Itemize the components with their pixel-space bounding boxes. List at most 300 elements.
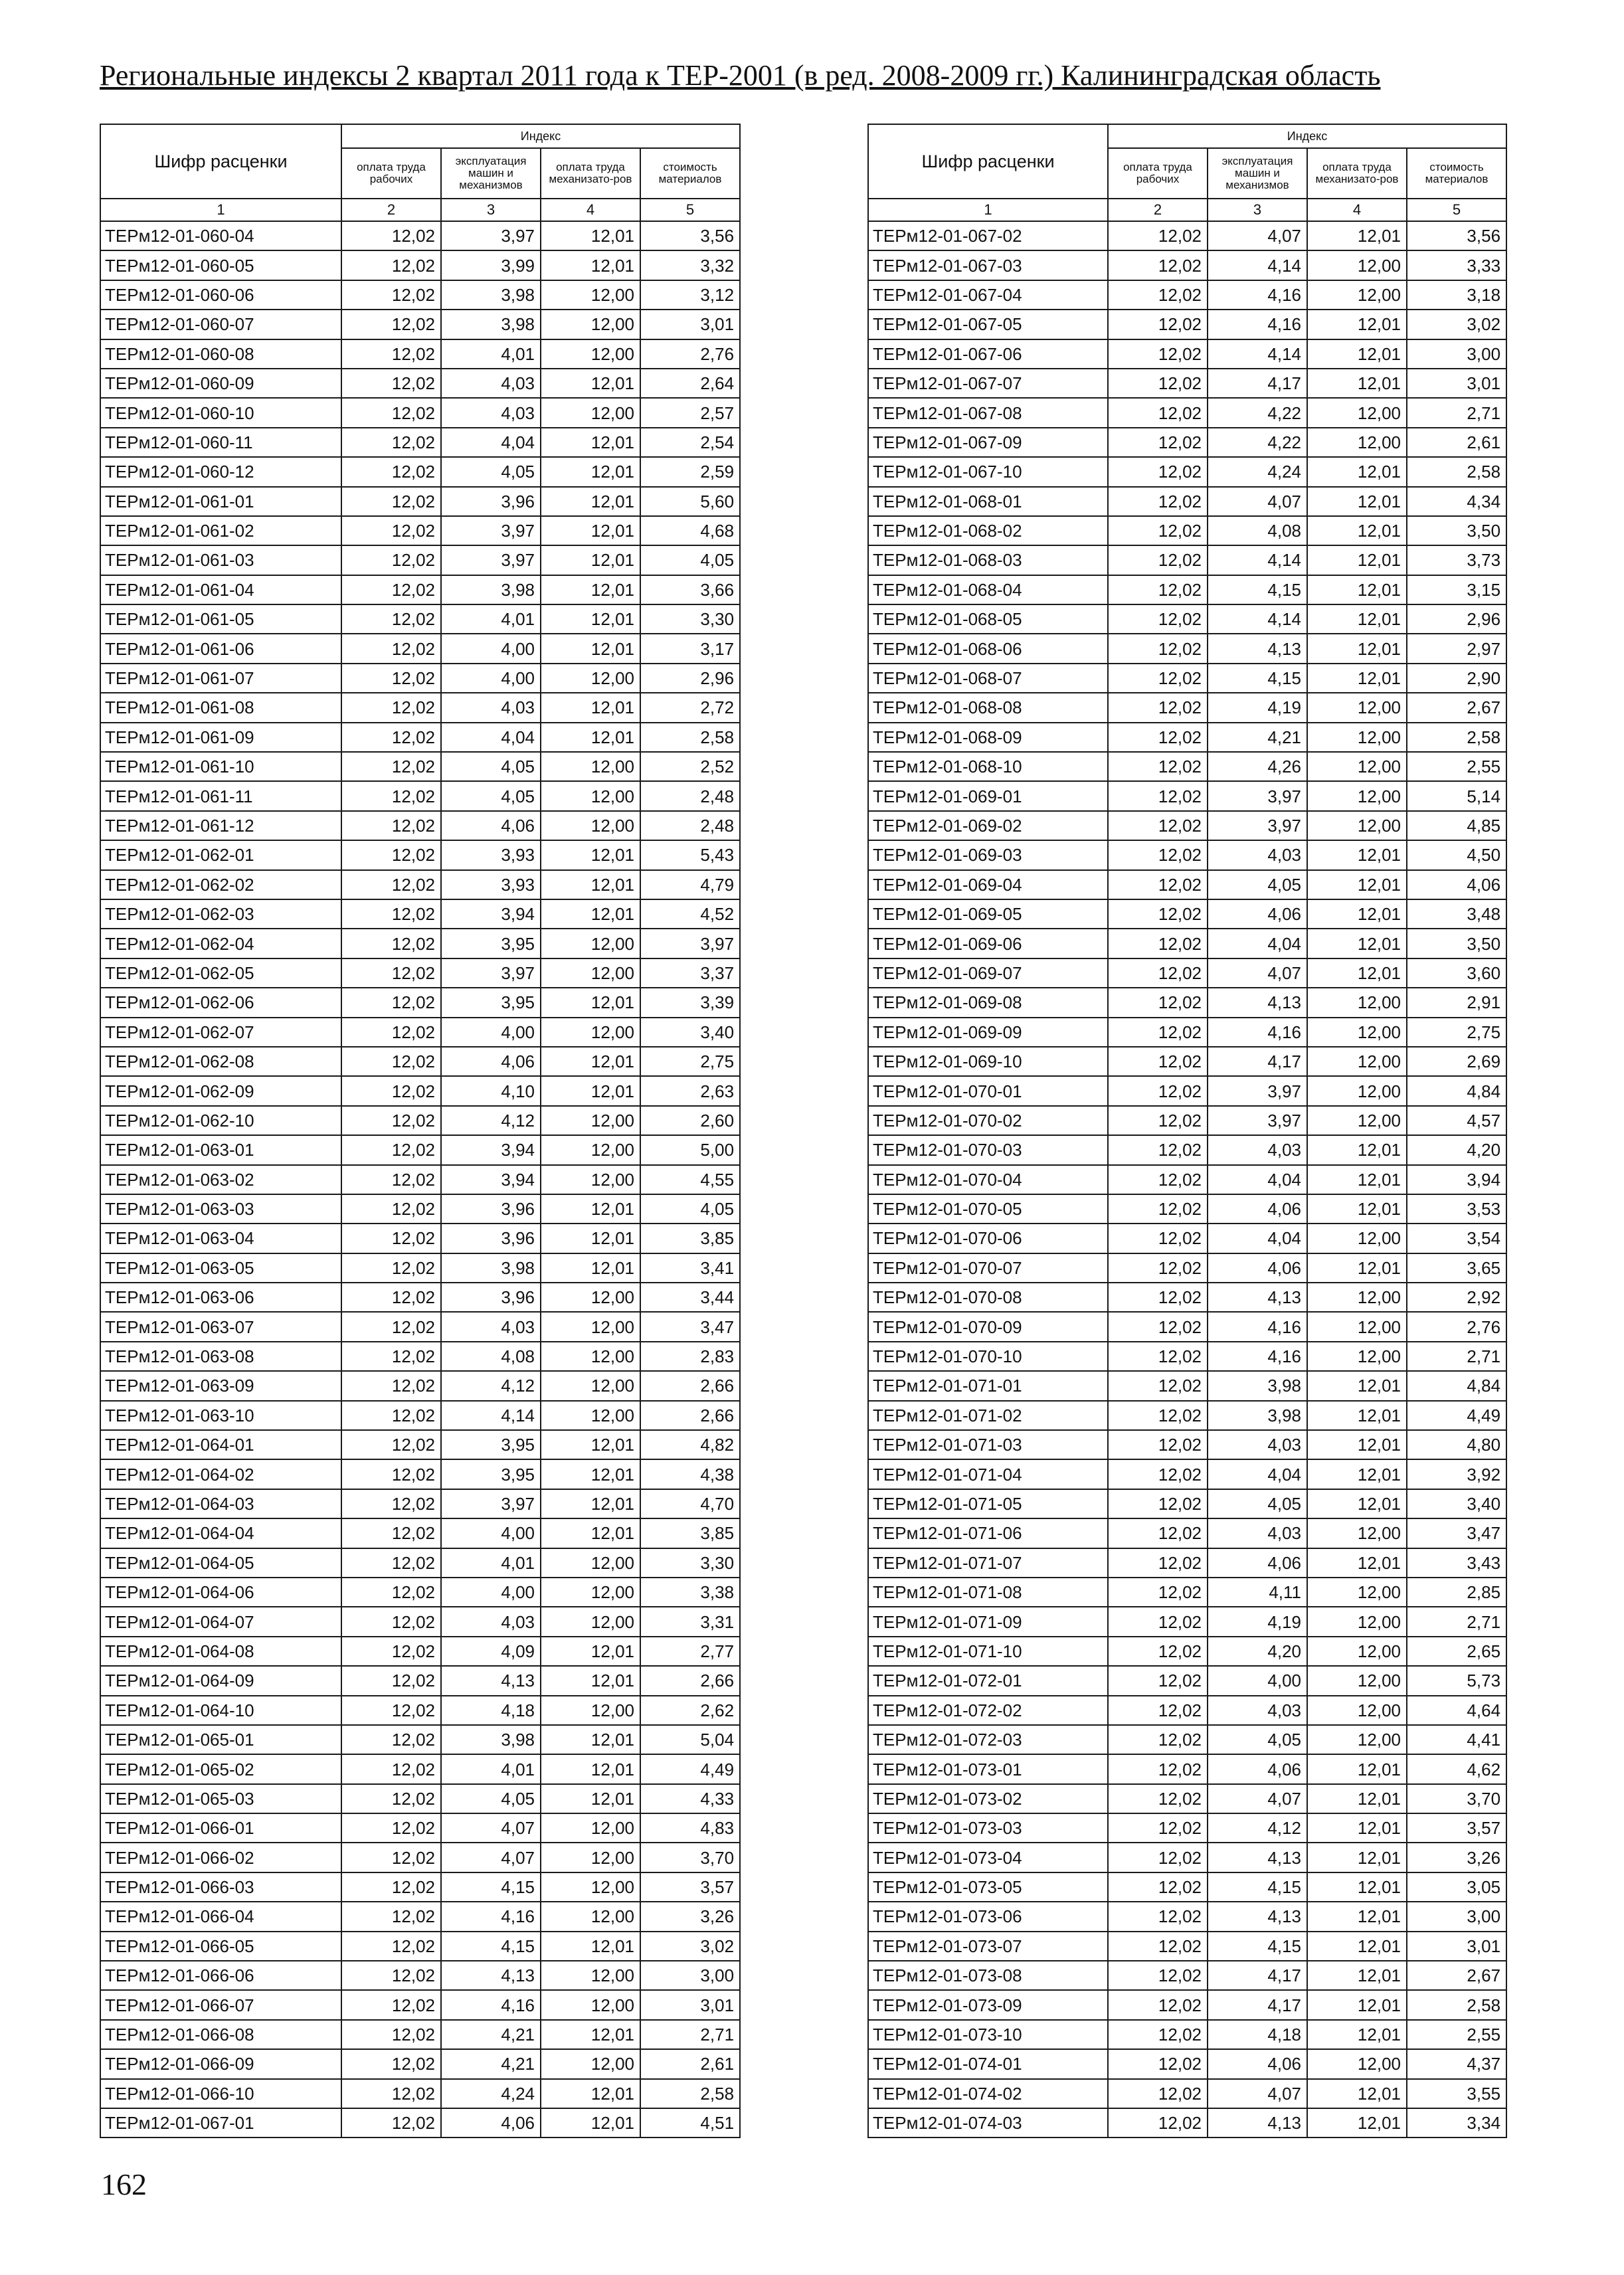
rate-code-cell: ТЕРм12-01-062-09 bbox=[100, 1076, 341, 1105]
rate-code-cell: ТЕРм12-01-061-01 bbox=[100, 487, 341, 516]
operator-wages-cell: 12,01 bbox=[541, 693, 640, 722]
table-row bbox=[868, 221, 1506, 250]
materials-cost-cell: 3,94 bbox=[1407, 1165, 1506, 1194]
header-index: Индекс bbox=[1108, 124, 1506, 148]
labor-wages-cell: 12,02 bbox=[1108, 693, 1208, 722]
column-number: 5 bbox=[640, 199, 740, 221]
column-number: 3 bbox=[441, 199, 541, 221]
machine-operation-cell: 3,94 bbox=[441, 899, 541, 929]
operator-wages-cell: 12,01 bbox=[1307, 1813, 1407, 1843]
operator-wages-cell: 12,00 bbox=[541, 929, 640, 958]
labor-wages-cell: 12,02 bbox=[341, 1578, 441, 1607]
operator-wages-cell: 12,00 bbox=[541, 1696, 640, 1725]
rate-code-cell: ТЕРм12-01-063-03 bbox=[100, 1194, 341, 1224]
page-number: 162 bbox=[101, 2167, 147, 2201]
materials-cost-cell: 4,52 bbox=[640, 899, 740, 929]
table-row bbox=[868, 1489, 1506, 1518]
labor-wages-cell: 12,02 bbox=[1108, 2108, 1208, 2138]
table-row bbox=[100, 958, 740, 988]
table-row bbox=[868, 1578, 1506, 1607]
operator-wages-cell: 12,00 bbox=[1307, 280, 1407, 310]
rate-code-cell: ТЕРм12-01-071-04 bbox=[868, 1459, 1108, 1489]
machine-operation-cell: 4,13 bbox=[1208, 1902, 1307, 1931]
materials-cost-cell: 2,96 bbox=[1407, 604, 1506, 634]
materials-cost-cell: 3,66 bbox=[640, 575, 740, 604]
table-row bbox=[868, 280, 1506, 310]
table-row bbox=[100, 1696, 740, 1725]
materials-cost-cell: 2,67 bbox=[1407, 1961, 1506, 1990]
machine-operation-cell: 4,16 bbox=[441, 1902, 541, 1931]
materials-cost-cell: 4,05 bbox=[640, 545, 740, 575]
operator-wages-cell: 12,00 bbox=[1307, 1342, 1407, 1371]
table-row bbox=[100, 1961, 740, 1990]
labor-wages-cell: 12,02 bbox=[341, 1725, 441, 1754]
machine-operation-cell: 4,00 bbox=[1208, 1666, 1307, 1695]
table-row bbox=[868, 1990, 1506, 2019]
labor-wages-cell: 12,02 bbox=[1108, 487, 1208, 516]
labor-wages-cell: 12,02 bbox=[1108, 1342, 1208, 1371]
labor-wages-cell: 12,02 bbox=[1108, 1607, 1208, 1636]
materials-cost-cell: 3,02 bbox=[640, 1932, 740, 1961]
table-row bbox=[100, 1518, 740, 1548]
table-row bbox=[100, 811, 740, 840]
rate-code-cell: ТЕРм12-01-073-06 bbox=[868, 1902, 1108, 1931]
table-row bbox=[100, 1932, 740, 1961]
materials-cost-cell: 2,60 bbox=[640, 1106, 740, 1135]
operator-wages-cell: 12,01 bbox=[541, 2108, 640, 2138]
rate-code-cell: ТЕРм12-01-063-01 bbox=[100, 1135, 341, 1164]
table-row bbox=[100, 428, 740, 457]
column-number: 4 bbox=[1307, 199, 1407, 221]
materials-cost-cell: 2,62 bbox=[640, 1696, 740, 1725]
materials-cost-cell: 3,18 bbox=[1407, 280, 1506, 310]
labor-wages-cell: 12,02 bbox=[341, 1696, 441, 1725]
labor-wages-cell: 12,02 bbox=[1108, 870, 1208, 899]
rate-code-cell: ТЕРм12-01-072-03 bbox=[868, 1725, 1108, 1754]
labor-wages-cell: 12,02 bbox=[1108, 575, 1208, 604]
materials-cost-cell: 2,92 bbox=[1407, 1283, 1506, 1312]
labor-wages-cell: 12,02 bbox=[1108, 545, 1208, 575]
machine-operation-cell: 4,06 bbox=[1208, 1548, 1307, 1578]
rate-code-cell: ТЕРм12-01-073-01 bbox=[868, 1754, 1108, 1783]
materials-cost-cell: 4,06 bbox=[1407, 870, 1506, 899]
machine-operation-cell: 3,98 bbox=[441, 1725, 541, 1754]
rate-code-cell: ТЕРм12-01-061-07 bbox=[100, 664, 341, 693]
machine-operation-cell: 4,14 bbox=[441, 1401, 541, 1430]
table-row bbox=[100, 752, 740, 781]
table-row bbox=[868, 752, 1506, 781]
operator-wages-cell: 12,00 bbox=[541, 958, 640, 988]
operator-wages-cell: 12,01 bbox=[1307, 604, 1407, 634]
rate-code-cell: ТЕРм12-01-064-10 bbox=[100, 1696, 341, 1725]
table-row bbox=[100, 693, 740, 722]
labor-wages-cell: 12,02 bbox=[341, 723, 441, 752]
machine-operation-cell: 4,06 bbox=[441, 811, 541, 840]
operator-wages-cell: 12,01 bbox=[1307, 310, 1407, 339]
materials-cost-cell: 2,48 bbox=[640, 811, 740, 840]
labor-wages-cell: 12,02 bbox=[1108, 1725, 1208, 1754]
table-row bbox=[100, 280, 740, 310]
table-row bbox=[868, 516, 1506, 545]
rate-code-cell: ТЕРм12-01-069-04 bbox=[868, 870, 1108, 899]
table-row bbox=[868, 1224, 1506, 1253]
labor-wages-cell: 12,02 bbox=[341, 1106, 441, 1135]
labor-wages-cell: 12,02 bbox=[1108, 1696, 1208, 1725]
rate-code-cell: ТЕРм12-01-063-05 bbox=[100, 1253, 341, 1283]
table-row bbox=[100, 1283, 740, 1312]
rate-code-cell: ТЕРм12-01-061-05 bbox=[100, 604, 341, 634]
materials-cost-cell: 3,56 bbox=[1407, 221, 1506, 250]
materials-cost-cell: 3,70 bbox=[640, 1843, 740, 1872]
machine-operation-cell: 4,24 bbox=[1208, 457, 1307, 486]
machine-operation-cell: 3,98 bbox=[441, 310, 541, 339]
materials-cost-cell: 2,64 bbox=[640, 369, 740, 398]
labor-wages-cell: 12,02 bbox=[341, 398, 441, 427]
labor-wages-cell: 12,02 bbox=[1108, 899, 1208, 929]
materials-cost-cell: 3,92 bbox=[1407, 1459, 1506, 1489]
operator-wages-cell: 12,00 bbox=[541, 1135, 640, 1164]
rate-code-cell: ТЕРм12-01-071-01 bbox=[868, 1371, 1108, 1400]
operator-wages-cell: 12,00 bbox=[541, 339, 640, 369]
operator-wages-cell: 12,01 bbox=[541, 1489, 640, 1518]
machine-operation-cell: 4,18 bbox=[1208, 2020, 1307, 2049]
rate-code-cell: ТЕРм12-01-066-06 bbox=[100, 1961, 341, 1990]
machine-operation-cell: 4,12 bbox=[1208, 1813, 1307, 1843]
labor-wages-cell: 12,02 bbox=[341, 988, 441, 1017]
machine-operation-cell: 3,95 bbox=[441, 1430, 541, 1459]
table-row bbox=[868, 781, 1506, 810]
materials-cost-cell: 3,50 bbox=[1407, 516, 1506, 545]
table-row bbox=[868, 1401, 1506, 1430]
operator-wages-cell: 12,00 bbox=[541, 2049, 640, 2078]
table-row bbox=[100, 1872, 740, 1902]
table-row bbox=[100, 899, 740, 929]
operator-wages-cell: 12,01 bbox=[1307, 664, 1407, 693]
machine-operation-cell: 4,03 bbox=[1208, 1135, 1307, 1164]
labor-wages-cell: 12,02 bbox=[1108, 811, 1208, 840]
operator-wages-cell: 12,01 bbox=[541, 1194, 640, 1224]
rate-code-cell: ТЕРм12-01-064-02 bbox=[100, 1459, 341, 1489]
materials-cost-cell: 2,57 bbox=[640, 398, 740, 427]
operator-wages-cell: 12,01 bbox=[541, 1637, 640, 1666]
machine-operation-cell: 4,05 bbox=[441, 1784, 541, 1813]
materials-cost-cell: 3,65 bbox=[1407, 1253, 1506, 1283]
machine-operation-cell: 4,21 bbox=[1208, 723, 1307, 752]
rate-code-cell: ТЕРм12-01-070-03 bbox=[868, 1135, 1108, 1164]
rate-code-cell: ТЕРм12-01-062-05 bbox=[100, 958, 341, 988]
rate-code-cell: ТЕРм12-01-069-07 bbox=[868, 958, 1108, 988]
materials-cost-cell: 4,49 bbox=[1407, 1401, 1506, 1430]
table-row bbox=[100, 2079, 740, 2108]
labor-wages-cell: 12,02 bbox=[1108, 723, 1208, 752]
rate-code-cell: ТЕРм12-01-073-03 bbox=[868, 1813, 1108, 1843]
rate-code-cell: ТЕРм12-01-063-07 bbox=[100, 1312, 341, 1341]
rate-code-cell: ТЕРм12-01-066-02 bbox=[100, 1843, 341, 1872]
operator-wages-cell: 12,01 bbox=[1307, 929, 1407, 958]
materials-cost-cell: 4,34 bbox=[1407, 487, 1506, 516]
column-number: 1 bbox=[100, 199, 341, 221]
rate-code-cell: ТЕРм12-01-071-03 bbox=[868, 1430, 1108, 1459]
machine-operation-cell: 4,04 bbox=[1208, 1224, 1307, 1253]
machine-operation-cell: 3,97 bbox=[1208, 781, 1307, 810]
operator-wages-cell: 12,01 bbox=[541, 487, 640, 516]
table-row bbox=[868, 1784, 1506, 1813]
labor-wages-cell: 12,02 bbox=[341, 1489, 441, 1518]
operator-wages-cell: 12,01 bbox=[1307, 1902, 1407, 1931]
labor-wages-cell: 12,02 bbox=[341, 1076, 441, 1105]
machine-operation-cell: 3,97 bbox=[1208, 811, 1307, 840]
machine-operation-cell: 4,15 bbox=[1208, 1872, 1307, 1902]
operator-wages-cell: 12,01 bbox=[541, 1784, 640, 1813]
table-row bbox=[100, 250, 740, 280]
table-row bbox=[868, 693, 1506, 722]
index-table-left bbox=[100, 124, 741, 2138]
materials-cost-cell: 3,00 bbox=[1407, 1902, 1506, 1931]
materials-cost-cell: 4,37 bbox=[1407, 2049, 1506, 2078]
labor-wages-cell: 12,02 bbox=[341, 781, 441, 810]
header-machine-operation: эксплуатация машин и механизмов bbox=[441, 148, 541, 199]
table-row bbox=[868, 2020, 1506, 2049]
rate-code-cell: ТЕРм12-01-061-10 bbox=[100, 752, 341, 781]
rate-code-cell: ТЕРм12-01-069-08 bbox=[868, 988, 1108, 1017]
table-row bbox=[868, 1872, 1506, 1902]
rate-code-cell: ТЕРм12-01-069-10 bbox=[868, 1047, 1108, 1076]
machine-operation-cell: 3,98 bbox=[441, 280, 541, 310]
table-row bbox=[868, 1637, 1506, 1666]
header-materials-cost: стоимость материалов bbox=[640, 148, 740, 199]
labor-wages-cell: 12,02 bbox=[341, 1047, 441, 1076]
materials-cost-cell: 2,72 bbox=[640, 693, 740, 722]
labor-wages-cell: 12,02 bbox=[341, 1666, 441, 1695]
operator-wages-cell: 12,00 bbox=[541, 280, 640, 310]
materials-cost-cell: 3,01 bbox=[1407, 1932, 1506, 1961]
operator-wages-cell: 12,00 bbox=[541, 1872, 640, 1902]
labor-wages-cell: 12,02 bbox=[341, 1784, 441, 1813]
table-body-left bbox=[100, 221, 740, 2138]
operator-wages-cell: 12,00 bbox=[541, 398, 640, 427]
operator-wages-cell: 12,00 bbox=[1307, 723, 1407, 752]
rate-code-cell: ТЕРм12-01-068-09 bbox=[868, 723, 1108, 752]
labor-wages-cell: 12,02 bbox=[1108, 929, 1208, 958]
operator-wages-cell: 12,01 bbox=[541, 1430, 640, 1459]
rate-code-cell: ТЕРм12-01-060-11 bbox=[100, 428, 341, 457]
table-row bbox=[868, 1106, 1506, 1135]
operator-wages-cell: 12,01 bbox=[1307, 1961, 1407, 1990]
materials-cost-cell: 3,57 bbox=[640, 1872, 740, 1902]
labor-wages-cell: 12,02 bbox=[341, 339, 441, 369]
machine-operation-cell: 3,95 bbox=[441, 929, 541, 958]
table-row bbox=[100, 1430, 740, 1459]
rate-code-cell: ТЕРм12-01-074-03 bbox=[868, 2108, 1108, 2138]
labor-wages-cell: 12,02 bbox=[1108, 1666, 1208, 1695]
labor-wages-cell: 12,02 bbox=[1108, 457, 1208, 486]
table-row bbox=[100, 929, 740, 958]
rate-code-cell: ТЕРм12-01-065-01 bbox=[100, 1725, 341, 1754]
materials-cost-cell: 4,41 bbox=[1407, 1725, 1506, 1754]
materials-cost-cell: 2,77 bbox=[640, 1637, 740, 1666]
machine-operation-cell: 4,04 bbox=[441, 723, 541, 752]
operator-wages-cell: 12,01 bbox=[1307, 1784, 1407, 1813]
rate-code-cell: ТЕРм12-01-067-08 bbox=[868, 398, 1108, 427]
rate-code-cell: ТЕРм12-01-071-07 bbox=[868, 1548, 1108, 1578]
labor-wages-cell: 12,02 bbox=[1108, 1312, 1208, 1341]
labor-wages-cell: 12,02 bbox=[341, 752, 441, 781]
table-row bbox=[868, 1518, 1506, 1548]
machine-operation-cell: 4,03 bbox=[441, 693, 541, 722]
table-row bbox=[868, 1047, 1506, 1076]
header-code: Шифр расценки bbox=[868, 124, 1108, 199]
materials-cost-cell: 4,50 bbox=[1407, 840, 1506, 869]
labor-wages-cell: 12,02 bbox=[341, 1518, 441, 1548]
materials-cost-cell: 3,30 bbox=[640, 1548, 740, 1578]
rate-code-cell: ТЕРм12-01-063-09 bbox=[100, 1371, 341, 1400]
labor-wages-cell: 12,02 bbox=[341, 1018, 441, 1047]
machine-operation-cell: 4,01 bbox=[441, 1548, 541, 1578]
machine-operation-cell: 4,05 bbox=[441, 752, 541, 781]
materials-cost-cell: 2,67 bbox=[1407, 693, 1506, 722]
table-row bbox=[868, 1342, 1506, 1371]
rate-code-cell: ТЕРм12-01-067-10 bbox=[868, 457, 1108, 486]
table-row bbox=[868, 1194, 1506, 1224]
materials-cost-cell: 4,84 bbox=[1407, 1371, 1506, 1400]
rate-code-cell: ТЕРм12-01-070-08 bbox=[868, 1283, 1108, 1312]
labor-wages-cell: 12,02 bbox=[1108, 1489, 1208, 1518]
materials-cost-cell: 4,51 bbox=[640, 2108, 740, 2138]
rate-code-cell: ТЕРм12-01-072-01 bbox=[868, 1666, 1108, 1695]
materials-cost-cell: 3,15 bbox=[1407, 575, 1506, 604]
materials-cost-cell: 3,44 bbox=[640, 1283, 740, 1312]
table-row bbox=[868, 1135, 1506, 1164]
labor-wages-cell: 12,02 bbox=[1108, 221, 1208, 250]
rate-code-cell: ТЕРм12-01-065-02 bbox=[100, 1754, 341, 1783]
labor-wages-cell: 12,02 bbox=[1108, 1224, 1208, 1253]
rate-code-cell: ТЕРм12-01-061-04 bbox=[100, 575, 341, 604]
materials-cost-cell: 2,61 bbox=[640, 2049, 740, 2078]
materials-cost-cell: 3,48 bbox=[1407, 899, 1506, 929]
rate-code-cell: ТЕРм12-01-074-01 bbox=[868, 2049, 1108, 2078]
operator-wages-cell: 12,00 bbox=[1307, 1666, 1407, 1695]
materials-cost-cell: 5,00 bbox=[640, 1135, 740, 1164]
materials-cost-cell: 2,75 bbox=[1407, 1018, 1506, 1047]
table-row bbox=[100, 1047, 740, 1076]
machine-operation-cell: 4,05 bbox=[441, 781, 541, 810]
rate-code-cell: ТЕРм12-01-070-06 bbox=[868, 1224, 1108, 1253]
table-row bbox=[100, 457, 740, 486]
labor-wages-cell: 12,02 bbox=[1108, 1253, 1208, 1283]
table-row bbox=[868, 958, 1506, 988]
materials-cost-cell: 3,70 bbox=[1407, 1784, 1506, 1813]
operator-wages-cell: 12,00 bbox=[1307, 1283, 1407, 1312]
table-row bbox=[100, 1666, 740, 1695]
machine-operation-cell: 4,03 bbox=[1208, 840, 1307, 869]
materials-cost-cell: 2,97 bbox=[1407, 634, 1506, 663]
operator-wages-cell: 12,01 bbox=[1307, 870, 1407, 899]
machine-operation-cell: 4,13 bbox=[441, 1961, 541, 1990]
rate-code-cell: ТЕРм12-01-060-10 bbox=[100, 398, 341, 427]
labor-wages-cell: 12,02 bbox=[1108, 1902, 1208, 1931]
machine-operation-cell: 4,24 bbox=[441, 2079, 541, 2108]
labor-wages-cell: 12,02 bbox=[1108, 840, 1208, 869]
table-row bbox=[100, 369, 740, 398]
labor-wages-cell: 12,02 bbox=[1108, 1018, 1208, 1047]
table-row bbox=[868, 929, 1506, 958]
table-row bbox=[868, 2079, 1506, 2108]
materials-cost-cell: 4,62 bbox=[1407, 1754, 1506, 1783]
rate-code-cell: ТЕРм12-01-067-03 bbox=[868, 250, 1108, 280]
table-row bbox=[100, 2049, 740, 2078]
machine-operation-cell: 4,14 bbox=[1208, 250, 1307, 280]
table-row bbox=[100, 221, 740, 250]
rate-code-cell: ТЕРм12-01-068-07 bbox=[868, 664, 1108, 693]
labor-wages-cell: 12,02 bbox=[341, 487, 441, 516]
operator-wages-cell: 12,01 bbox=[1307, 2020, 1407, 2049]
labor-wages-cell: 12,02 bbox=[341, 1224, 441, 1253]
table-row bbox=[100, 1342, 740, 1371]
materials-cost-cell: 2,71 bbox=[1407, 1607, 1506, 1636]
table-row bbox=[868, 1902, 1506, 1931]
operator-wages-cell: 12,01 bbox=[541, 221, 640, 250]
table-row bbox=[868, 1018, 1506, 1047]
operator-wages-cell: 12,00 bbox=[541, 811, 640, 840]
table-row bbox=[868, 1548, 1506, 1578]
rate-code-cell: ТЕРм12-01-064-07 bbox=[100, 1607, 341, 1636]
operator-wages-cell: 12,01 bbox=[1307, 1990, 1407, 2019]
table-row bbox=[100, 781, 740, 810]
materials-cost-cell: 3,33 bbox=[1407, 250, 1506, 280]
machine-operation-cell: 3,98 bbox=[441, 575, 541, 604]
operator-wages-cell: 12,00 bbox=[541, 1961, 640, 1990]
machine-operation-cell: 3,98 bbox=[441, 1253, 541, 1283]
rate-code-cell: ТЕРм12-01-073-05 bbox=[868, 1872, 1108, 1902]
rate-code-cell: ТЕРм12-01-073-10 bbox=[868, 2020, 1108, 2049]
materials-cost-cell: 4,68 bbox=[640, 516, 740, 545]
materials-cost-cell: 4,05 bbox=[640, 1194, 740, 1224]
labor-wages-cell: 12,02 bbox=[341, 664, 441, 693]
machine-operation-cell: 4,19 bbox=[1208, 693, 1307, 722]
operator-wages-cell: 12,01 bbox=[541, 1047, 640, 1076]
rate-code-cell: ТЕРм12-01-071-10 bbox=[868, 1637, 1108, 1666]
labor-wages-cell: 12,02 bbox=[341, 280, 441, 310]
table-row bbox=[100, 604, 740, 634]
machine-operation-cell: 4,03 bbox=[441, 369, 541, 398]
rate-code-cell: ТЕРм12-01-063-08 bbox=[100, 1342, 341, 1371]
header-index: Индекс bbox=[341, 124, 740, 148]
rate-code-cell: ТЕРм12-01-070-05 bbox=[868, 1194, 1108, 1224]
materials-cost-cell: 3,54 bbox=[1407, 1224, 1506, 1253]
machine-operation-cell: 3,93 bbox=[441, 840, 541, 869]
materials-cost-cell: 3,47 bbox=[1407, 1518, 1506, 1548]
labor-wages-cell: 12,02 bbox=[341, 1607, 441, 1636]
rate-code-cell: ТЕРм12-01-063-06 bbox=[100, 1283, 341, 1312]
rate-code-cell: ТЕРм12-01-062-07 bbox=[100, 1018, 341, 1047]
materials-cost-cell: 3,01 bbox=[1407, 369, 1506, 398]
operator-wages-cell: 12,00 bbox=[541, 1813, 640, 1843]
table-row bbox=[868, 1312, 1506, 1341]
operator-wages-cell: 12,01 bbox=[1307, 487, 1407, 516]
labor-wages-cell: 12,02 bbox=[341, 1990, 441, 2019]
machine-operation-cell: 4,06 bbox=[1208, 1253, 1307, 1283]
materials-cost-cell: 2,55 bbox=[1407, 752, 1506, 781]
labor-wages-cell: 12,02 bbox=[1108, 1459, 1208, 1489]
operator-wages-cell: 12,00 bbox=[1307, 1607, 1407, 1636]
table-row bbox=[868, 1754, 1506, 1783]
materials-cost-cell: 3,05 bbox=[1407, 1872, 1506, 1902]
machine-operation-cell: 4,16 bbox=[1208, 280, 1307, 310]
operator-wages-cell: 12,01 bbox=[541, 575, 640, 604]
table-row bbox=[868, 1813, 1506, 1843]
materials-cost-cell: 2,63 bbox=[640, 1076, 740, 1105]
labor-wages-cell: 12,02 bbox=[1108, 1165, 1208, 1194]
